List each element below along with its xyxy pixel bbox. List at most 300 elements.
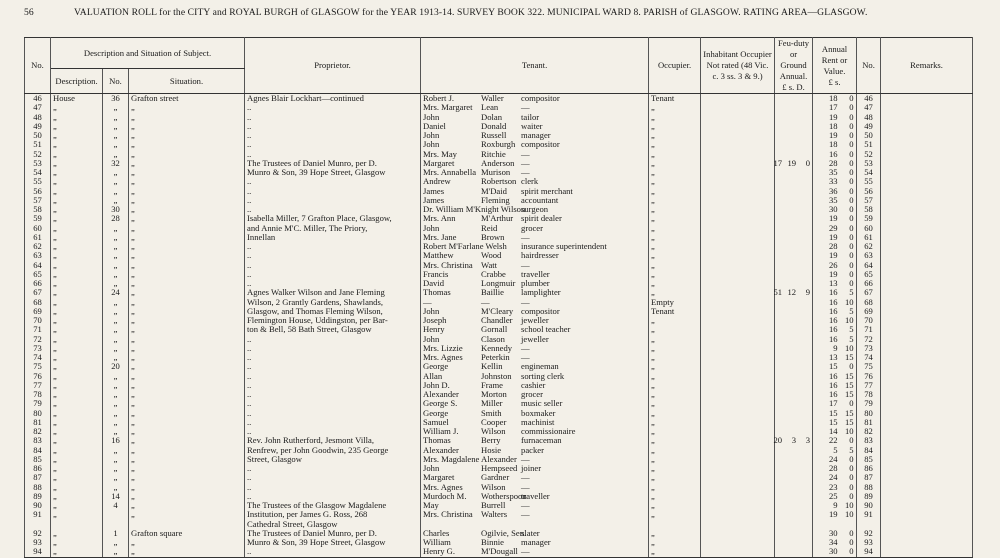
tenant-occupation: compositor xyxy=(521,93,560,103)
row-no: 64 xyxy=(25,261,51,270)
row-occupier: „ xyxy=(649,316,701,325)
row-no: 65 xyxy=(25,270,51,279)
tenant-occupation: traveller xyxy=(521,268,550,279)
tenant-occupation: — xyxy=(521,167,530,177)
tenant-surname: Kellin xyxy=(481,361,503,372)
row-remarks xyxy=(881,427,973,436)
row-remarks xyxy=(881,399,973,408)
rent-pounds: 19 xyxy=(828,268,838,279)
row-proprietor: The Trustees of the Glasgow Magdalene xyxy=(245,501,421,510)
row-no: 70 xyxy=(25,316,51,325)
row-inhabitant xyxy=(701,455,775,464)
row-no: 71 xyxy=(25,325,51,334)
row-no2: 83 xyxy=(857,436,881,445)
tenant-forename: Murdoch M. xyxy=(423,490,467,501)
row-proprietor: Agnes Blair Lockhart—continued xyxy=(245,94,421,104)
tenant-surname: Lean xyxy=(481,102,499,113)
row-no2: 71 xyxy=(857,325,881,334)
rent-pounds: 9 xyxy=(833,342,838,353)
tenant-occupation: tailor xyxy=(521,111,540,122)
tenant-forename: Charles xyxy=(423,527,450,538)
row-proprietor: .. xyxy=(245,205,421,214)
row-inhabitant xyxy=(701,409,775,418)
row-no: 88 xyxy=(25,483,51,492)
row-situation: „ xyxy=(129,168,245,177)
row-proprietor: .. xyxy=(245,177,421,186)
row-situation: „ xyxy=(129,455,245,464)
row-no: 51 xyxy=(25,140,51,149)
row-occupier: „ xyxy=(649,436,701,445)
row-remarks xyxy=(881,501,973,510)
tenant-surname: Wilson xyxy=(481,426,506,436)
row-no2: 54 xyxy=(857,168,881,177)
row-feuduty xyxy=(775,501,813,510)
row-description: „ xyxy=(51,122,103,131)
tenant-surname: Peterkin xyxy=(481,352,510,362)
row-number: „ xyxy=(103,325,129,334)
tenant-surname: Wilson xyxy=(481,481,506,492)
row-occupier: „ xyxy=(649,131,701,140)
tenant-surname: Longmuir xyxy=(481,278,516,288)
row-proprietor: .. xyxy=(245,251,421,260)
rent-shillings: 5 xyxy=(849,324,854,335)
feuduty-pence: 0 xyxy=(805,157,811,168)
tenant-forename: John xyxy=(423,305,440,316)
row-occupier: „ xyxy=(649,538,701,547)
row-situation: „ xyxy=(129,159,245,168)
rent-shillings: 0 xyxy=(849,93,854,103)
row-no2: 90 xyxy=(857,501,881,510)
row-feuduty xyxy=(775,510,813,519)
row-tenant xyxy=(421,288,649,297)
rent-pounds: 30 xyxy=(828,527,838,538)
row-description: „ xyxy=(51,381,103,390)
row-number: „ xyxy=(103,196,129,205)
row-no2: 53 xyxy=(857,159,881,168)
row-description: „ xyxy=(51,529,103,538)
row-feuduty xyxy=(775,251,813,260)
row-feuduty xyxy=(775,325,813,334)
row-proprietor: .. xyxy=(245,418,421,427)
row-inhabitant xyxy=(701,464,775,473)
tenant-surname: Ritchie xyxy=(481,148,506,159)
rent-pounds: 24 xyxy=(828,472,838,483)
rent-pounds: 35 xyxy=(828,167,838,177)
row-no2: 77 xyxy=(857,381,881,390)
row-remarks xyxy=(881,455,973,464)
row-no: 67 xyxy=(25,288,51,297)
row-description: „ xyxy=(51,177,103,186)
row-inhabitant xyxy=(701,547,775,557)
row-occupier: „ xyxy=(649,483,701,492)
feuduty-shillings: 3 xyxy=(791,435,797,446)
row-remarks xyxy=(881,288,973,297)
row-proprietor: Cathedral Street, Glasgow xyxy=(245,520,421,529)
row-inhabitant xyxy=(701,335,775,344)
tenant-forename: Mrs. Christina xyxy=(423,259,473,270)
rent-shillings: 0 xyxy=(849,398,854,409)
row-remarks xyxy=(881,362,973,371)
row-feuduty xyxy=(775,113,813,122)
row-description: „ xyxy=(51,335,103,344)
tenant-forename: George xyxy=(423,407,449,418)
row-remarks xyxy=(881,103,973,112)
row-no2: 78 xyxy=(857,390,881,399)
rent-shillings: 0 xyxy=(849,278,854,288)
tenant-surname: Alexander xyxy=(481,453,517,464)
tenant-occupation: joiner xyxy=(521,463,542,473)
row-occupier: „ xyxy=(649,335,701,344)
row-no: 59 xyxy=(25,214,51,223)
row-feuduty xyxy=(775,492,813,501)
row-occupier: „ xyxy=(649,187,701,196)
row-feuduty xyxy=(775,353,813,362)
row-inhabitant xyxy=(701,510,775,519)
row-feuduty xyxy=(775,131,813,140)
row-remarks xyxy=(881,316,973,325)
tenant-forename: George xyxy=(423,361,449,372)
row-no2: 61 xyxy=(857,233,881,242)
row-proprietor: .. xyxy=(245,381,421,390)
row-inhabitant xyxy=(701,224,775,233)
row-proprietor: .. xyxy=(245,140,421,149)
tenant-occupation: — xyxy=(521,472,530,483)
row-occupier xyxy=(649,520,701,529)
rent-shillings: 5 xyxy=(849,287,854,298)
row-proprietor: .. xyxy=(245,399,421,408)
row-number xyxy=(103,510,129,519)
tenant-forename: Mrs. Jane xyxy=(423,231,457,242)
rent-shillings: 0 xyxy=(849,268,854,279)
row-proprietor: .. xyxy=(245,464,421,473)
row-no2: 60 xyxy=(857,224,881,233)
row-remarks xyxy=(881,270,973,279)
row-occupier: „ xyxy=(649,325,701,334)
row-inhabitant xyxy=(701,214,775,223)
tenant-surname: Miller xyxy=(481,398,503,409)
row-no2: 93 xyxy=(857,538,881,547)
row-no: 47 xyxy=(25,103,51,112)
rent-pounds: 17 xyxy=(828,102,838,113)
tenant-surname: Dolan xyxy=(481,111,503,122)
row-remarks xyxy=(881,94,973,104)
row-no2: 47 xyxy=(857,103,881,112)
row-feuduty xyxy=(775,372,813,381)
row-proprietor: .. xyxy=(245,353,421,362)
row-situation: „ xyxy=(129,464,245,473)
tenant-occupation: — xyxy=(521,296,530,307)
row-number: „ xyxy=(103,103,129,112)
row-occupier: „ xyxy=(649,177,701,186)
row-proprietor: .. xyxy=(245,113,421,122)
row-number: „ xyxy=(103,233,129,242)
row-feuduty xyxy=(775,520,813,529)
tenant-forename: Alexander xyxy=(423,444,459,455)
row-situation: „ xyxy=(129,325,245,334)
row-remarks xyxy=(881,344,973,353)
row-description: „ xyxy=(51,196,103,205)
row-no: 55 xyxy=(25,177,51,186)
rent-pounds: 13 xyxy=(828,352,838,362)
row-situation: „ xyxy=(129,436,245,445)
tenant-occupation: manager xyxy=(521,130,551,140)
row-occupier: „ xyxy=(649,362,701,371)
row-situation: „ xyxy=(129,242,245,251)
tenant-surname: Watt xyxy=(481,259,498,270)
row-no2: 76 xyxy=(857,372,881,381)
row-remarks xyxy=(881,205,973,214)
row-number: 16 xyxy=(103,436,129,445)
row-proprietor: Institution, per James G. Ross, 268 xyxy=(245,510,421,519)
tenant-forename: Matthew xyxy=(423,250,454,261)
tenant-occupation: — xyxy=(521,231,530,242)
row-occupier: „ xyxy=(649,501,701,510)
col-rent-units: £ s. xyxy=(828,76,841,87)
row-feuduty xyxy=(775,483,813,492)
row-situation: „ xyxy=(129,298,245,307)
row-occupier: „ xyxy=(649,224,701,233)
row-number: „ xyxy=(103,187,129,196)
row-proprietor: Glasgow, and Thomas Fleming Wilson, xyxy=(245,307,421,316)
row-inhabitant xyxy=(701,390,775,399)
tenant-occupation: hairdresser xyxy=(521,250,559,261)
row-remarks xyxy=(881,214,973,223)
row-situation: „ xyxy=(129,251,245,260)
row-number: „ xyxy=(103,140,129,149)
row-occupier: „ xyxy=(649,279,701,288)
rent-shillings: 0 xyxy=(849,472,854,483)
rent-shillings: 0 xyxy=(849,185,854,196)
row-occupier: „ xyxy=(649,205,701,214)
tenant-occupation: — xyxy=(521,481,530,492)
tenant-surname: Crabbe xyxy=(481,268,506,279)
row-inhabitant xyxy=(701,520,775,529)
tenant-surname: Gardner xyxy=(481,472,510,483)
row-description: „ xyxy=(51,159,103,168)
row-no: 49 xyxy=(25,122,51,131)
feuduty-pounds: 51 xyxy=(773,287,783,298)
tenant-forename: James xyxy=(423,194,445,205)
row-occupier: „ xyxy=(649,529,701,538)
rent-pounds: 9 xyxy=(833,500,838,510)
tenant-occupation: — xyxy=(521,352,530,362)
row-situation: „ xyxy=(129,196,245,205)
row-proprietor: Innellan xyxy=(245,233,421,242)
page-number: 56 xyxy=(24,7,34,18)
row-situation: „ xyxy=(129,381,245,390)
row-feuduty xyxy=(775,362,813,371)
row-feuduty xyxy=(775,233,813,242)
row-proprietor: .. xyxy=(245,150,421,159)
row-no2: 79 xyxy=(857,399,881,408)
row-remarks xyxy=(881,261,973,270)
row-situation: „ xyxy=(129,261,245,270)
tenant-surname: Frame xyxy=(481,379,503,390)
row-occupier: „ xyxy=(649,242,701,251)
rent-pounds: 15 xyxy=(828,407,838,418)
row-inhabitant xyxy=(701,529,775,538)
row-inhabitant xyxy=(701,538,775,547)
tenant-forename: John xyxy=(423,111,440,122)
row-inhabitant xyxy=(701,103,775,112)
row-description: „ xyxy=(51,270,103,279)
row-description: „ xyxy=(51,344,103,353)
row-description: „ xyxy=(51,418,103,427)
tenant-forename: Andrew xyxy=(423,176,451,187)
row-situation: „ xyxy=(129,187,245,196)
row-remarks xyxy=(881,464,973,473)
tenant-forename: Robert J. xyxy=(423,93,455,103)
row-remarks xyxy=(881,483,973,492)
row-description: „ xyxy=(51,298,103,307)
row-description: „ xyxy=(51,279,103,288)
row-number: „ xyxy=(103,547,129,557)
rent-shillings: 10 xyxy=(844,500,854,510)
row-number: „ xyxy=(103,538,129,547)
row-remarks xyxy=(881,140,973,149)
tenant-occupation: surgeon xyxy=(521,204,549,214)
tenant-occupation: — xyxy=(521,546,530,557)
row-occupier: „ xyxy=(649,168,701,177)
row-proprietor: The Trustees of Daniel Munro, per D. xyxy=(245,529,421,538)
row-number: „ xyxy=(103,168,129,177)
row-number: „ xyxy=(103,335,129,344)
tenant-surname: Baillie xyxy=(481,287,504,298)
row-inhabitant xyxy=(701,372,775,381)
row-number: „ xyxy=(103,316,129,325)
row-inhabitant xyxy=(701,122,775,131)
row-no: 75 xyxy=(25,362,51,371)
tenant-occupation: — xyxy=(521,157,530,168)
row-no: 84 xyxy=(25,446,51,455)
row-description: „ xyxy=(51,427,103,436)
rent-shillings: 5 xyxy=(849,444,854,455)
tenant-forename: John xyxy=(423,130,440,140)
row-description: „ xyxy=(51,399,103,408)
rent-pounds: 16 xyxy=(828,148,838,159)
row-feuduty xyxy=(775,455,813,464)
row-number: 14 xyxy=(103,492,129,501)
row-inhabitant xyxy=(701,325,775,334)
tenant-occupation: — xyxy=(521,259,530,270)
row-description: „ xyxy=(51,224,103,233)
tenant-forename: George S. xyxy=(423,398,458,409)
row-no2: 87 xyxy=(857,473,881,482)
tenant-forename: Margaret xyxy=(423,472,455,483)
tenant-occupation: compositor xyxy=(521,139,560,150)
row-occupier: „ xyxy=(649,270,701,279)
rent-shillings: 0 xyxy=(849,241,854,251)
row-number: „ xyxy=(103,418,129,427)
row-remarks xyxy=(881,492,973,501)
row-occupier: „ xyxy=(649,261,701,270)
row-proprietor: .. xyxy=(245,547,421,557)
tenant-surname: Binnie xyxy=(481,537,504,547)
tenant-surname: Brown xyxy=(481,231,505,242)
rent-shillings: 10 xyxy=(844,342,854,353)
rent-shillings: 0 xyxy=(849,259,854,270)
row-number: „ xyxy=(103,242,129,251)
row-number: „ xyxy=(103,399,129,408)
row-no2: 48 xyxy=(857,113,881,122)
row-description: „ xyxy=(51,464,103,473)
feuduty-shillings: 19 xyxy=(787,157,797,168)
tenant-occupation: sorting clerk xyxy=(521,370,565,381)
row-inhabitant xyxy=(701,344,775,353)
row-inhabitant xyxy=(701,159,775,168)
tenant-surname: Cooper xyxy=(481,416,507,427)
row-occupier: „ xyxy=(649,214,701,223)
row-no2: 72 xyxy=(857,335,881,344)
rent-shillings: 0 xyxy=(849,250,854,261)
col-feuduty xyxy=(775,38,813,94)
row-number: „ xyxy=(103,464,129,473)
row-feuduty xyxy=(775,381,813,390)
row-feuduty xyxy=(775,399,813,408)
tenant-occupation: packer xyxy=(521,444,544,455)
tenant-occupation: traveller xyxy=(521,490,550,501)
tenant-occupation: — xyxy=(521,102,530,113)
row-situation: „ xyxy=(129,473,245,482)
row-situation: „ xyxy=(129,399,245,408)
rent-pounds: 14 xyxy=(828,426,838,436)
tenant-surname: Waller xyxy=(481,93,504,103)
tenant-forename: David xyxy=(423,278,445,288)
row-no: 57 xyxy=(25,196,51,205)
tenant-surname: M'Arthur xyxy=(481,213,514,224)
row-remarks xyxy=(881,224,973,233)
row-situation: „ xyxy=(129,547,245,557)
row-no: 54 xyxy=(25,168,51,177)
tenant-forename: James xyxy=(423,185,445,196)
row-proprietor: Agnes Walker Wilson and Jane Fleming xyxy=(245,288,421,297)
rent-shillings: 15 xyxy=(844,389,854,399)
row-inhabitant xyxy=(701,279,775,288)
rent-pounds: 16 xyxy=(828,379,838,390)
row-feuduty xyxy=(775,196,813,205)
rent-pounds: 16 xyxy=(828,389,838,399)
row-no2: 92 xyxy=(857,529,881,538)
row-description: „ xyxy=(51,113,103,122)
row-occupier: Empty xyxy=(649,298,701,307)
row-proprietor: Isabella Miller, 7 Grafton Place, Glasgow, xyxy=(245,214,421,223)
row-remarks xyxy=(881,510,973,519)
feuduty-pence: 3 xyxy=(805,435,811,446)
row-situation: „ xyxy=(129,344,245,353)
row-occupier: „ xyxy=(649,473,701,482)
rent-pounds: 18 xyxy=(828,93,838,103)
rent-shillings: 0 xyxy=(849,130,854,140)
row-feuduty xyxy=(775,224,813,233)
row-description: „ xyxy=(51,353,103,362)
row-number: „ xyxy=(103,270,129,279)
row-occupier: „ xyxy=(649,418,701,427)
rent-pounds: 28 xyxy=(828,157,838,168)
row-inhabitant xyxy=(701,270,775,279)
row-situation: „ xyxy=(129,446,245,455)
row-number: 1 xyxy=(103,529,129,538)
row-feuduty xyxy=(775,261,813,270)
rent-shillings: 15 xyxy=(844,379,854,390)
row-no2: 67 xyxy=(857,288,881,297)
row-no: 80 xyxy=(25,409,51,418)
row-number: „ xyxy=(103,113,129,122)
row-number: 36 xyxy=(103,94,129,104)
row-inhabitant xyxy=(701,251,775,260)
row-feuduty xyxy=(775,94,813,104)
row-occupier: „ xyxy=(649,547,701,557)
row-remarks xyxy=(881,325,973,334)
